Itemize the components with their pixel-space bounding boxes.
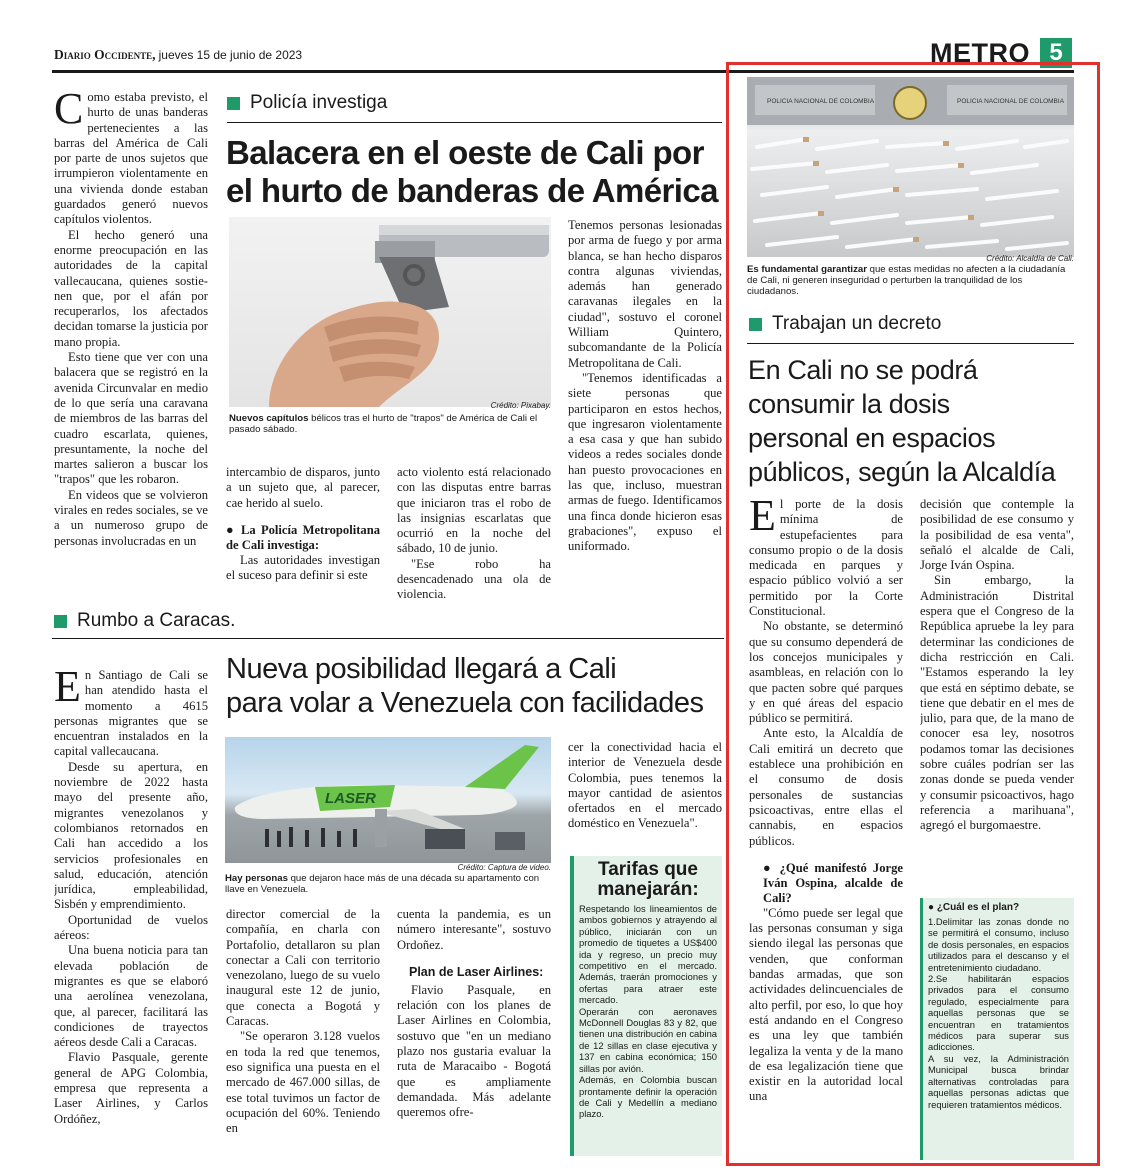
kicker-square-icon — [227, 97, 240, 110]
article3-headline: En Cali no se podrá consumir la dosis personal en espacios públicos, según la Alcaldía — [748, 355, 1056, 487]
article3-subhead: ● ¿Qué manifestó Jorge Iván Ospina, alcalde de Cali? — [763, 860, 903, 905]
kicker-rule — [747, 343, 1074, 344]
seized-cigarettes-photo-icon — [747, 77, 1074, 257]
article2-photo — [225, 737, 551, 863]
article1-dropcap: C — [54, 90, 84, 133]
article1-headline: Balacera en el oeste de Cali por el hurto de banderas de América — [226, 134, 718, 209]
article3-kicker: Trabajan un decreto — [749, 313, 941, 335]
article1-col2: intercambio de disparos, junto a un sujeto que, al parecer, cae herido al suelo. ● La Policía Metropolitana de Cali investiga: Las autoridades investigan el suceso para definir si este — [226, 465, 380, 583]
article1-col1 — [54, 90, 208, 602]
kicker-rule — [52, 638, 724, 639]
article2-caption: Hay personas que dejaron hace más de una década su apartamento con llave en Venezuela. — [225, 873, 540, 895]
article1-col3: acto violento está relacionado con las disputas entre barras que iniciaron tras el robo de las insignias escarlatas que ocurrió en la noche del sábado, 10 de junio. "Ese robo ha desencadenado una ola de violencia. — [397, 465, 551, 602]
article3-photo-credit: Crédito: Alcaldía de Cali. — [986, 254, 1074, 263]
article2-col2: director comercial de la compañía, en charla con Portafolio, detallaron su plan conectar a Cali con territorio venezolano, luego de su vuelo inaugural este 12 de junio, que conecta a Bogotá y Caracas. "Se operaron 3.128 vuelos en toda la red que tenemos, eso significa una puesta en el mercado de 467.000 sillas, de ese total tuvimos un factor de ocupación del 60%. Teniendo en — [226, 907, 380, 1136]
kicker-square-icon — [54, 615, 67, 628]
article2-col3: cuenta la pandemia, es un número interesante", sostuvo Ordoñez. Plan de Laser Airlines: Flavio Pasquale, en relación con los planes de Laser Airlines en Colombia, sostuvo que "en un mediano plazo nos gustaria evaluar la ruta de Maracaibo - Bogotá que es ampliamente demandada. Más adelante queremos ofre- — [397, 907, 551, 1120]
tarifas-box: Tarifas que manejarán: Respetando los lineamientos de ambos gobiernos y atrayendo al público, iniciarán con un promedio de tiquetes a US$400 ida y regreso, un precio muy competitivo en el mercado. Además, traerán promociones y ofertas para atraer este mercado. Operarán con aeronaves McDonnell Douglas 83 y 82, que tienen una distribución en cabina de 12 sillas en clase ejecutiva y 137 en cabina económica; 150 sillas por avión. Además, en Colombia buscan prontamente definir la operación de Cali y Medellín a mediano plazo. — [570, 856, 722, 1156]
article3-caption: Es fundamental garantizar que estas medidas no afecten a la ciudadanía de Cali, ni generen inseguridad o perturben la tranquilidad de los ciudadanos. — [747, 264, 1066, 297]
tarifas-box-title: Tarifas que manejarán: — [597, 859, 699, 900]
issue-date: jueves 15 de junio de 2023 — [158, 48, 303, 62]
kicker-rule — [227, 122, 722, 123]
plan-box: ● ¿Cuál es el plan? 1.Delimitar las zonas donde no se permitirá el consumo, incluso de dosis personales, en espacios utilizados para el descanso y el entretenimiento ciudadano. 2.Se habilitarán espacios privados para el consumo regulado, especialmente para aquellas personas que se encuentran en tratamientos médicos para superar sus adicciones. A su vez, la Administración Municipal busca brindar alternativas controladas para aquellas personas adictas que requieren tratamientos médicos. — [920, 898, 1074, 1160]
article1-photo — [229, 217, 551, 407]
photo-sign-right: POLICIA NACIONAL DE COLOMBIA — [957, 98, 1065, 105]
kicker-square-icon — [749, 318, 762, 331]
article1-paragraph: Esto tiene que ver con una balacera que se registró en la avenida Circunvalar en medio de lo que sería una caravana de miembros de las barras del cuadro escarlata, quienes, presuntamente, la noche del martes salieron a buscar los "trapos" que les robaron. — [54, 350, 208, 487]
article1-paragraph: El hecho generó una enorme preocupación en las autoridades de la capital vallecaucana, quienes sostie-nen que, por el afán por recuperarlos, los afectados decidan tomarse la justicia por mano propia. — [54, 227, 208, 349]
article3-col2: decisión que contemple la posibilidad de ese consumo y la posibilidad de esa venta", señaló el alcalde de Cali, Jorge Iván Ospina. Sin embargo, la Administración Distrital espera que el Congreso de la República apruebe la ley para determinar las condiciones de dicha restricción en Cali. "Estamos esperando la ley que está en séptimo debate, se tiene que debatir en el mes de julio, para que, de la mano de conocer esa ley, nosotros podamos tomar las decisiones sobre cuáles podrían ser las zonas donde se pueda vender y consumir psicoactivos, hago referencia a marihuana", agregó el burgomaestre. — [920, 497, 1074, 833]
article1-paragraph: Como estaba previsto, el hurto de unas banderas pertenecientes a las barras del América de Cali por parte de unos sujetos que irrumpieron violentamente en una vivienda donde estaban guardados generó nuevos capítulos violentos. — [54, 90, 208, 227]
article2-col4: cer la conectividad hacia el interior de Venezuela desde Colombia, pues tenemos la mayor cantidad de asientos ofertados en el mercado doméstico en Venezuela". — [568, 740, 722, 831]
airplane-photo-icon — [225, 737, 551, 863]
page-number: 5 — [1040, 38, 1072, 68]
article2-dropcap: E — [54, 668, 81, 711]
plan-box-title: ● ¿Cuál es el plan? — [928, 902, 1020, 913]
article3-dropcap: E — [749, 497, 776, 540]
article2-col1: En Santiago de Cali se han atendido hasta el momento a 4615 personas migrantes que se encuentran instalados en la capital vallecaucana. Desde su apertura, en noviembre de 2022 hasta mayo del presente año, migrantes venezolanos y colombianos retornados en Cali han accedido a los servicios profesionales en salud, educación, atención jurídica, empleabilidad, Sisbén y emprendimiento. Oportunidad de vuelos aéreos: Una buena noticia para tan elevada población de migrantes es que se elaboró una aerolínea venezolana, que, al parecer, facilitará las condiciones de trayectos aéreos desde Cali a Caracas. Flavio Pasquale, gerente general de APG Colombia, empresa que representa a Laser Airlines, y Carlos Ordóñez, — [54, 668, 208, 1126]
plane-livery-text: LASER — [325, 790, 376, 807]
article3-col1: El porte de la dosis mínima de estupefacientes para consumo propio o de la dosis medicada en parques y espacio público volvió a ser permitido por la Corte Constitucional. No obstante, se determinó que su consumo dependerá de los concejos municipales y asambleas, en relación con lo que pacten sobre qué parques y en qué áreas del espacio público se permitirá. Ante esto, la Alcaldía de Cali emitirá un decreto que establece una prohibición en el consumo de dosis personales de sustancias psicoactivas, entre ellas el cannabis, en espacios públicos. ● ¿Qué manifestó Jorge Iván Ospina, alcalde de Cali? "Cómo puede ser legal que las personas consuman y siga siendo ilegal las personas que venden, que conforman bandas armadas, que son actividades delincuenciales de alto perfil, por eso, lo que hoy está andando en el Congreso es una ley que también legaliza la venta y de la mano de esa legalización tiene que existir en la autoridad local una — [749, 497, 903, 1104]
article1-photo-credit: Crédito: Pixabay. — [490, 401, 551, 410]
article1-caption: Nuevos capítulos bélicos tras el hurto de "trapos" de América de Cali el pasado sábado. — [229, 413, 538, 435]
masthead-line — [54, 47, 302, 63]
article1-col4: Tenemos personas lesionadas por arma de fuego y por arma blanca, se han hecho disparos contra algunas viviendas, además han generado caravanas ilegales en la ciudad", sostuvo el coronel William Quintero, subcomandante de la Policía Metropolitana de Cali. "Tenemos identificadas a siete personas que participaron en estos hechos, que ingresaron violentamente a esa casa y que han subido videos a redes sociales donde han puesto provocaciones en las que, incluso, muestran armas de fuego. Identificamos una finca donde hicieron esas grabaciones", expuso el uniformado. — [568, 218, 722, 554]
article2-kicker: Rumbo a Caracas. — [54, 610, 235, 632]
article3-photo — [747, 77, 1074, 257]
handgun-photo-icon — [229, 217, 551, 407]
article2-photo-credit: Crédito: Captura de video. — [457, 863, 551, 872]
article1-subhead: ● La Policía Metropolitana de Cali investiga: — [226, 522, 380, 552]
article2-subhead: Plan de Laser Airlines: — [409, 964, 544, 979]
article1-paragraph: En videos que se volvieron virales en redes sociales, se ve a un numeroso grupo de personas involucradas en un — [54, 487, 208, 548]
article1-kicker: Policía investiga — [227, 92, 387, 114]
section-name: METRO — [930, 38, 1030, 68]
article2-headline: Nueva posibilidad llegará a Cali para volar a Venezuela con facilidades — [226, 653, 704, 719]
paper-name: Diario Occidente, — [54, 47, 156, 62]
photo-sign-left: POLICIA NACIONAL DE COLOMBIA — [767, 98, 875, 105]
